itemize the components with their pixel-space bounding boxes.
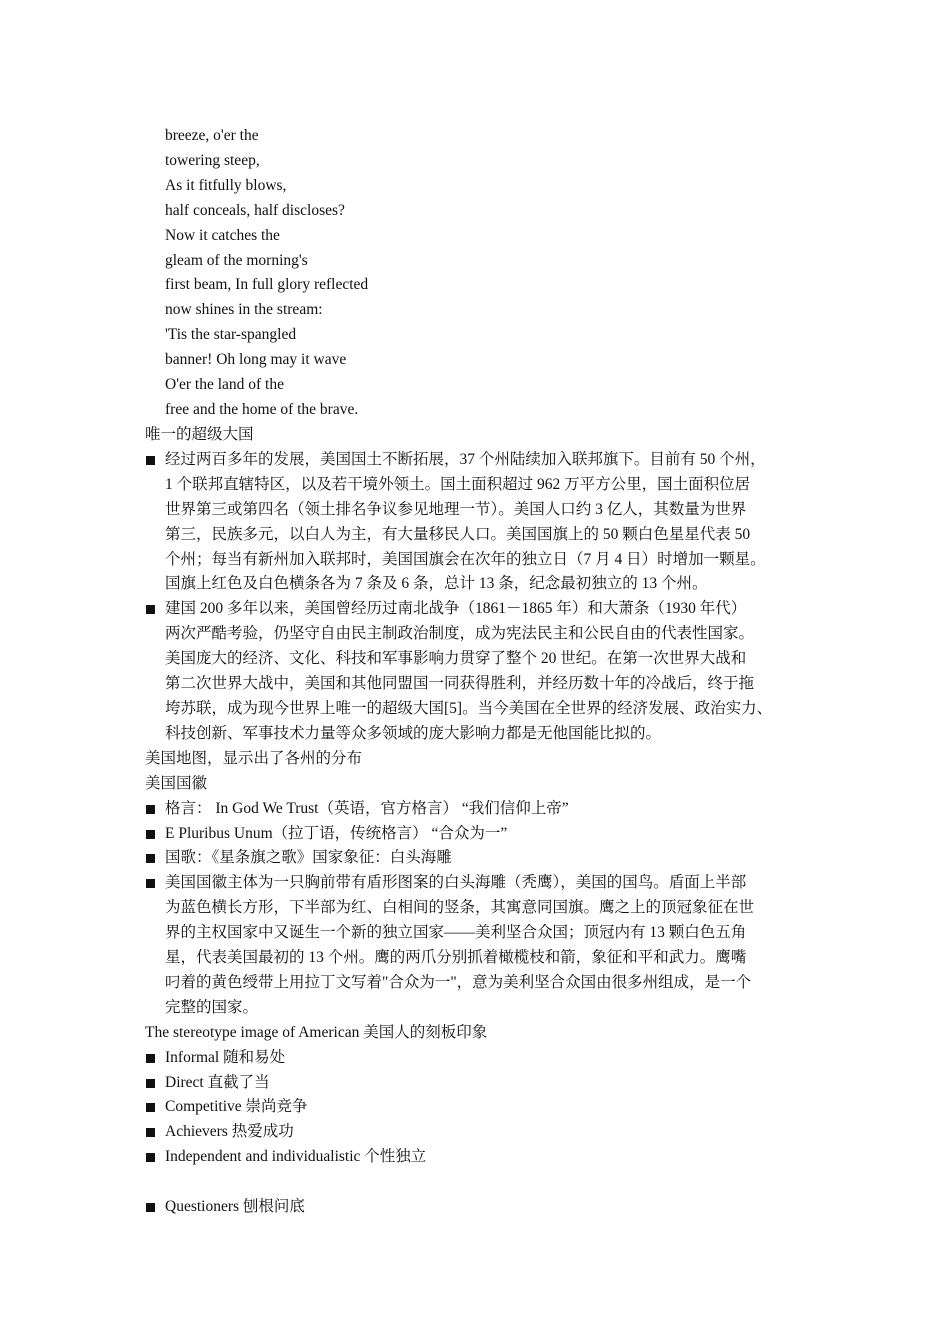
stereotype-bullet [145, 1046, 835, 1071]
poem-line: As it fitfully blows, [165, 176, 287, 194]
poem-line: now shines in the stream: [165, 301, 323, 319]
emblem-heading: 美国国徽 [145, 774, 208, 792]
square-bullet-icon [145, 822, 165, 847]
list-item: Achievers 热爱成功 [165, 1123, 294, 1141]
paragraph-line: 科技创新、军事技术力量等众多领域的庞大影响力都是无他国能比拟的。 [165, 724, 662, 742]
paragraph-line: 星，代表美国最初的 13 个州。鹰的两爪分别抓着橄榄枝和箭，象征和平和武力。鹰嘴 [165, 949, 747, 967]
superpower-heading: 唯一的超级大国 [145, 426, 254, 443]
poem-line: free and the home of the brave. [165, 400, 359, 418]
poem-line: breeze, o'er the [165, 127, 259, 144]
square-bullet-icon [145, 1195, 165, 1220]
square-bullet-icon [145, 846, 165, 871]
paragraph-line: 叼着的黄色绶带上用拉丁文写着"合众为一"，意为美利坚合众国由很多州组成，是一个 [165, 973, 752, 991]
paragraph-line: 两次严酷考验，仍坚守自由民主制政治制度，成为宪法民主和公民自由的代表性国家。 [165, 625, 755, 643]
poem-line: first beam, In full glory reflected [165, 276, 369, 294]
emblem-bullet [145, 797, 835, 822]
square-bullet-icon [145, 1095, 165, 1120]
list-item: Questioners 刨根问底 [165, 1198, 305, 1216]
square-bullet-icon [145, 1046, 165, 1071]
stereotype-bullet [145, 1195, 835, 1220]
poem-line: half conceals, half discloses? [165, 201, 345, 219]
list-item: Competitive 崇尚竞争 [165, 1098, 308, 1116]
paragraph-line: 个州；每当有新州加入联邦时，美国国旗会在次年的独立日（7 月 4 日）时增加一颗星。 [165, 550, 766, 568]
paragraph-line: 第三，民族多元，以白人为主，有大量移民人口。美国国旗上的 50 颗白色星星代表 50 [165, 525, 751, 543]
emblem-bullet [145, 846, 835, 871]
paragraph-line: E Pluribus Unum（拉丁语，传统格言） “合众为一” [165, 824, 508, 842]
paragraph-line: 国旗上红色及白色横条各为 7 条及 6 条，总计 13 条，纪念最初独立的 13 个州。 [165, 575, 708, 593]
poem-line: Now it catches the [165, 226, 280, 244]
square-bullet-icon [145, 448, 165, 473]
paragraph-line: 美国庞大的经济、文化、科技和军事影响力贯穿了整个 20 世纪。在第一次世界大战和 [165, 650, 747, 668]
square-bullet-icon [145, 1120, 165, 1145]
paragraph-line: 建国 200 多年以来，美国曾经历过南北战争（1861－1865 年）和大萧条（1930 年代） [165, 600, 747, 618]
square-bullet-icon [145, 1071, 165, 1096]
paragraph-line: 为蓝色横长方形，下半部为红、白相间的竖条，其寓意同国旗。鹰之上的顶冠象征在世 [165, 899, 755, 917]
anthem-poem [165, 124, 368, 423]
paragraph-line: 国歌：《星条旗之歌》国家象征：白头海雕 [165, 849, 452, 867]
paragraph-line: 经过两百多年的发展，美国国土不断拓展，37 个州陆续加入联邦旗下。目前有 50 个州， [165, 450, 766, 468]
paragraph-line: 垮苏联，成为现今世界上唯一的超级大国[5]。当今美国在全世界的经济发展、政治实力、 [165, 699, 773, 717]
emblem-bullet [145, 822, 835, 847]
square-bullet-icon [145, 871, 165, 896]
stereotype-bullet [145, 1120, 835, 1145]
list-item: Independent and individualistic 个性独立 [165, 1148, 427, 1166]
blank-line [145, 1170, 835, 1195]
stereotype-heading: The stereotype image of American 美国人的刻板印象 [145, 1023, 488, 1041]
stereotype-bullet [145, 1095, 835, 1120]
square-bullet-icon [145, 797, 165, 822]
paragraph-line: 世界第三或第四名（领土排名争议参见地理一节）。美国人口约 3 亿人，其数量为世界 [165, 500, 747, 518]
stereotype-bullet [145, 1071, 835, 1096]
paragraph-line: 完整的国家。 [165, 998, 259, 1016]
main-content [145, 423, 835, 1220]
paragraph-line: 美国国徽主体为一只胸前带有盾形图案的白头海雕（秃鹰），美国的国鸟。盾面上半部 [165, 874, 747, 892]
stereotype-bullet [145, 1145, 835, 1170]
poem-line: banner! Oh long may it wave [165, 351, 347, 369]
poem-line: 'Tis the star-spangled [165, 326, 297, 344]
list-item: Direct 直截了当 [165, 1073, 270, 1091]
superpower-bullet [145, 448, 835, 597]
list-item: Informal 随和易处 [165, 1048, 286, 1066]
paragraph-line: 第二次世界大战中，美国和其他同盟国一同获得胜利，并经历数十年的冷战后，终于拖 [165, 675, 755, 693]
superpower-bullet [145, 597, 835, 746]
paragraph-line: 1 个联邦直辖特区，以及若干境外领土。国土面积超过 962 万平方公里，国土面积位居 [165, 475, 751, 493]
paragraph-line: 格言： In God We Trust（英语，官方格言） “我们信仰上帝” [165, 799, 569, 817]
poem-line: gleam of the morning's [165, 251, 308, 269]
poem-line: towering steep, [165, 151, 260, 169]
square-bullet-icon [145, 1145, 165, 1170]
emblem-bullet [145, 871, 835, 1020]
square-bullet-icon [145, 597, 165, 622]
poem-line: O'er the land of the [165, 376, 284, 394]
paragraph-line: 界的主权国家中又诞生一个新的独立国家——美利坚合众国；顶冠内有 13 颗白色五角 [165, 924, 747, 942]
map-caption: 美国地图，显示出了各州的分布 [145, 749, 363, 767]
